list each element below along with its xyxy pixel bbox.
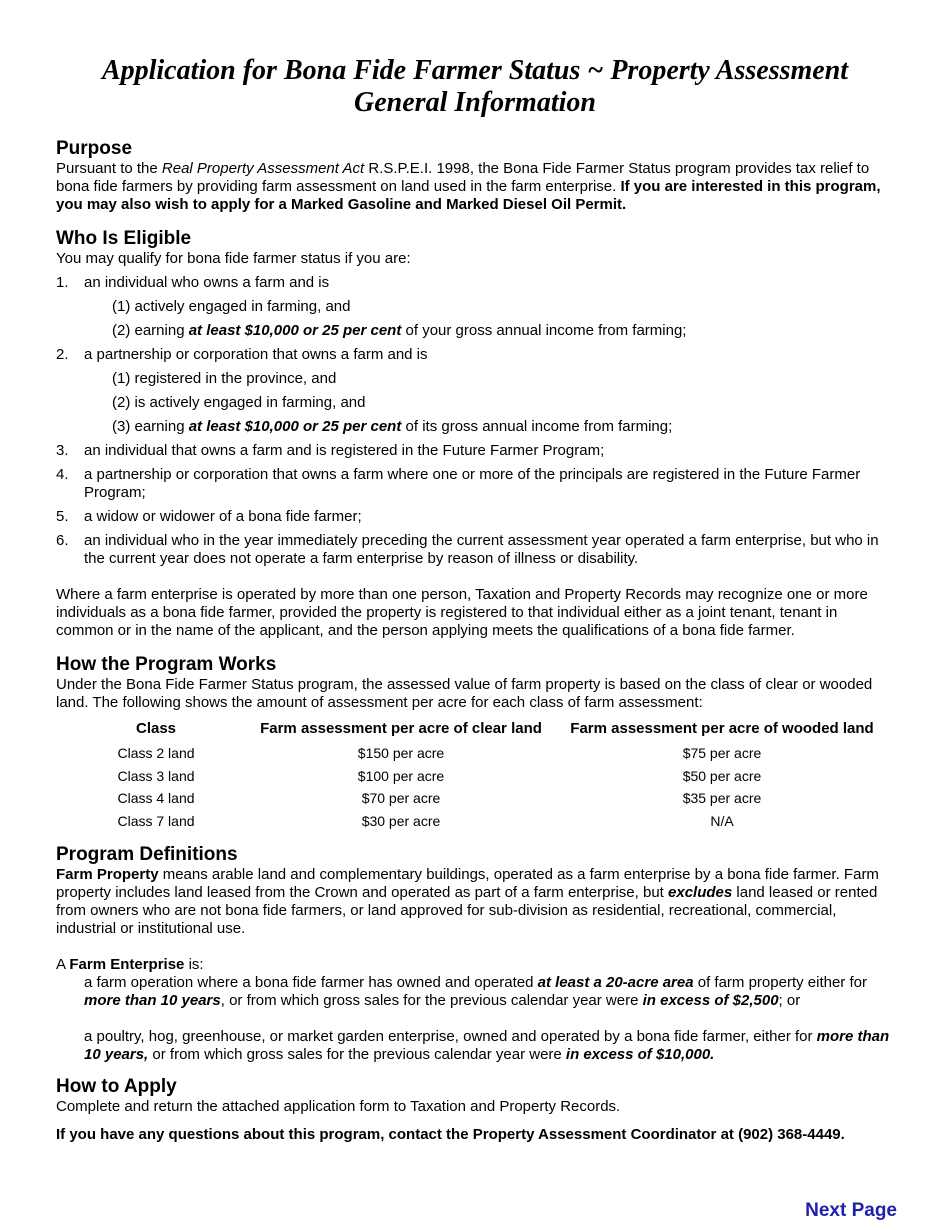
apply-heading: How to Apply bbox=[56, 1076, 177, 1098]
option-emphasis: more than 10 years bbox=[84, 992, 221, 1010]
purpose-heading: Purpose bbox=[56, 138, 133, 159]
purpose-text-a: Pursuant to the bbox=[56, 160, 162, 177]
list-item bbox=[56, 466, 898, 502]
page-title bbox=[0, 55, 950, 119]
list-item bbox=[56, 532, 898, 568]
table-cell: $50 per acre bbox=[682, 767, 762, 784]
assessment-table bbox=[56, 720, 898, 832]
apply-text: Complete and return the attached application form to Taxation and Property Records. bbox=[56, 1098, 621, 1116]
list-number: 3. bbox=[56, 442, 69, 459]
table-cell: Class 7 land bbox=[117, 812, 195, 829]
sub-item-text: of your gross annual income from farming; bbox=[401, 322, 687, 339]
sub-item bbox=[56, 322, 898, 340]
act-name: Real Property Assessment Act bbox=[161, 160, 365, 177]
option-text: , or from which gross sales for the previous calendar year were bbox=[220, 992, 643, 1010]
option-text: ; or bbox=[778, 992, 801, 1010]
table-cell: $75 per acre bbox=[682, 745, 762, 761]
list-item bbox=[56, 442, 898, 460]
option-emphasis: in excess of $2,500 bbox=[642, 992, 779, 1010]
document-body bbox=[56, 138, 898, 1144]
table-cell: $35 per acre bbox=[682, 790, 762, 807]
list-item bbox=[56, 508, 898, 526]
enterprise-option-1 bbox=[56, 974, 898, 1010]
eligible-closing: Where a farm enterprise is operated by more than one person, Taxation and Property Records may recognize one or more individuals as a bona fide farmer, provided the property is registered to that individual either as a joint tenant, tenant in common or in the name of the applicant, and the person applying meets the qualifications of a bona fide farmer. bbox=[56, 586, 868, 639]
works-intro: Under the Bona Fide Farmer Status program, the assessed value of farm property is based on the class of clear or wooded land. The following shows the amount of assessment per acre for each class of farm assessment: bbox=[56, 676, 873, 711]
list-item-text: a partnership or corporation that owns a farm and is bbox=[84, 346, 428, 363]
sub-item: (1) actively engaged in farming, and bbox=[112, 298, 351, 315]
sub-item: (2) is actively engaged in farming, and bbox=[112, 394, 366, 411]
definition-text: is: bbox=[184, 956, 204, 974]
list-item-text: an individual who owns a farm and is bbox=[84, 274, 330, 291]
sub-item-text: of its gross annual income from farming; bbox=[401, 418, 673, 435]
definitions-heading: Program Definitions bbox=[56, 844, 238, 866]
option-emphasis: in excess of $10,000. bbox=[565, 1046, 715, 1064]
sub-item-text: (3) earning bbox=[112, 418, 189, 435]
list-number: 6. bbox=[56, 532, 69, 549]
purpose-section bbox=[56, 138, 898, 214]
list-item-text: an individual that owns a farm and is registered in the Future Farmer Program; bbox=[84, 442, 605, 459]
table-row bbox=[56, 810, 898, 833]
definitions-section bbox=[56, 844, 898, 1064]
table-row bbox=[56, 765, 898, 788]
eligible-heading: Who Is Eligible bbox=[56, 228, 192, 249]
purpose-permit-note: If you are interested in this program, you may also wish to apply for a Marked Gasoline and Marked Diesel Oil Permit. bbox=[56, 178, 881, 213]
table-cell: Class 4 land bbox=[117, 790, 195, 807]
list-number: 4. bbox=[56, 466, 69, 483]
income-threshold: at least $10,000 or 25 per cent bbox=[188, 322, 402, 339]
definition-text: A bbox=[56, 956, 70, 974]
column-header: Class bbox=[135, 720, 177, 737]
works-heading: How the Program Works bbox=[56, 654, 277, 675]
enterprise-option-2 bbox=[56, 1028, 898, 1064]
table-cell: Class 3 land bbox=[117, 767, 195, 784]
purpose-text-b: R.S.P.E.I. 1998, the Bona Fide Farmer Status program provides tax relief to bona fide farmers by providing farm assessment on land used in the farm enterprise. bbox=[56, 160, 870, 195]
eligible-section bbox=[56, 228, 898, 640]
table-cell: Class 2 land bbox=[117, 745, 195, 761]
contact-text: If you have any questions about this program, contact the Property Assessment Coordinator at (902) 368-4449. bbox=[56, 1126, 845, 1144]
farm-enterprise-term: Farm Enterprise bbox=[69, 956, 185, 974]
column-header: Farm assessment per acre of clear land bbox=[260, 720, 542, 737]
farm-property-term: Farm Property bbox=[56, 866, 159, 884]
table-row bbox=[56, 742, 898, 765]
works-section bbox=[56, 654, 898, 832]
list-number: 5. bbox=[56, 508, 69, 525]
list-number: 2. bbox=[56, 346, 69, 363]
option-emphasis: at least a 20-acre area bbox=[537, 974, 694, 992]
list-item bbox=[56, 346, 898, 364]
option-text: a farm operation where a bona fide farmer has owned and operated bbox=[84, 974, 538, 992]
income-threshold: at least $10,000 or 25 per cent bbox=[188, 418, 402, 435]
list-item-text: a widow or widower of a bona fide farmer; bbox=[84, 508, 362, 525]
excludes-term: excludes bbox=[668, 884, 733, 902]
table-cell: $30 per acre bbox=[361, 812, 441, 829]
definition-text: land leased or rented from owners who are not bona fide farmers, or land approved for sub-division as residential, recreational, commercial, industrial or institutional use. bbox=[56, 884, 878, 938]
farm-enterprise-definition bbox=[56, 956, 898, 974]
purpose-text bbox=[56, 160, 898, 214]
table-cell: N/A bbox=[710, 812, 734, 829]
list-item-text: an individual who in the year immediately preceding the current assessment year operated a farm enterprise, but who in the current year does not operate a farm enterprise by reason of illness or disability. bbox=[84, 532, 879, 567]
option-text: a poultry, hog, greenhouse, or market garden enterprise, owned and operated by a bona fide farmer, either for bbox=[84, 1028, 817, 1046]
table-cell: $100 per acre bbox=[357, 767, 445, 784]
eligible-intro: You may qualify for bona fide farmer status if you are: bbox=[56, 250, 411, 267]
apply-section bbox=[56, 1076, 898, 1144]
table-cell: $70 per acre bbox=[361, 790, 441, 807]
title-line-1: Application for Bona Fide Farmer Status ~ Property Assessment bbox=[101, 55, 849, 86]
next-page-link[interactable]: Next Page bbox=[805, 1200, 897, 1221]
title-line-2: General Information bbox=[354, 87, 596, 118]
option-emphasis: more than 10 years, bbox=[84, 1028, 890, 1064]
table-cell: $150 per acre bbox=[357, 745, 445, 761]
contact-note bbox=[56, 1126, 898, 1144]
option-text: or from which gross sales for the previous calendar year were bbox=[148, 1046, 566, 1064]
farm-property-definition bbox=[56, 866, 898, 938]
sub-item: (1) registered in the province, and bbox=[112, 370, 337, 387]
option-text: of farm property either for bbox=[693, 974, 867, 992]
sub-item-text: (2) earning bbox=[112, 322, 189, 339]
list-item-text: a partnership or corporation that owns a farm where one or more of the principals are registered in the Future Farmer Program; bbox=[84, 466, 861, 501]
column-header: Farm assessment per acre of wooded land bbox=[570, 720, 874, 737]
sub-item bbox=[56, 418, 898, 436]
list-item bbox=[56, 274, 898, 292]
list-number: 1. bbox=[56, 274, 69, 291]
table-header-row bbox=[56, 720, 898, 742]
table-row bbox=[56, 787, 898, 810]
definition-text: means arable land and complementary buildings, operated as a farm enterprise by a bona fide farmer. Farm property includes land leased from the Crown and operated as part of a farm enterprise, but bbox=[56, 866, 879, 902]
